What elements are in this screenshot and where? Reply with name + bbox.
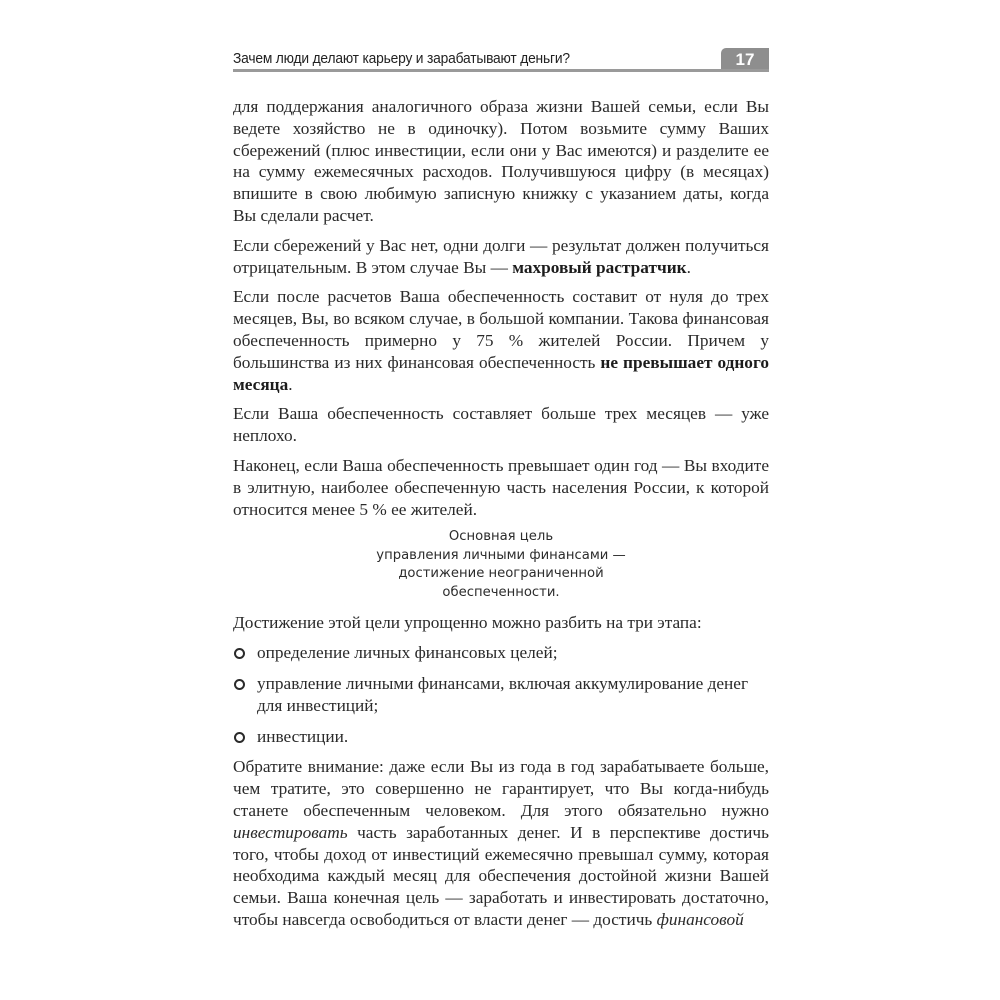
list-item [233, 673, 769, 717]
italic-term: финансовой [656, 909, 744, 929]
italic-term: инвестировать [233, 822, 348, 842]
callout-line: Основная цель [448, 529, 554, 545]
list-item [233, 726, 769, 748]
punctuation: . [288, 374, 293, 394]
paragraph-2 [233, 235, 769, 279]
circle-bullet-icon [234, 732, 245, 743]
list-item [233, 642, 769, 664]
paragraph-1: для поддержания аналогичного образа жизни Вашей семьи, если Вы ведете хозяйство не в одиночку). Потом возьмите сумму Ваших сбережений (плюс инвестиции, если они у Вас имеются) и разделите ее на сумму ежемесячных расходов. Получившуюся цифру (в месяцах) впишите в свою любимую записную книжку с указанием даты, когда Вы сделали расчет. [233, 97, 769, 225]
circle-bullet-icon [234, 679, 245, 690]
paragraph-3 [233, 286, 769, 395]
stages-intro: Достижение этой цели упрощенно можно разбить на три этапа: [233, 613, 702, 633]
running-header [233, 44, 769, 74]
paragraph-4: Если Ваша обеспеченность составляет больше трех месяцев — уже неплохо. [233, 404, 769, 446]
paragraph-text: часть заработанных денег. И в перспективе достичь того, чтобы доход от инвестиций ежемесячно превышал сумму, которая необходима каждый месяц для обеспечения достойной жизни Вашей семьи. Ваша конечная цель — заработать и инвестировать достаточно, чтобы навсегда освободиться от власти денег — достичь [233, 822, 769, 929]
list-item-text: инвестиции. [257, 726, 349, 746]
punctuation: . [686, 257, 691, 277]
running-title: Зачем люди делают карьеру и зарабатывают деньги? [233, 50, 570, 67]
list-item-text: определение личных финансовых целей; [257, 643, 558, 663]
closing-paragraph [233, 756, 769, 930]
bold-term: махровый растратчик [512, 257, 687, 277]
paragraph-5: Наконец, если Ваша обеспеченность превышает один год — Вы входите в элитную, наиболее обеспеченную часть населения России, к которой относится менее 5 % ее жителей. [233, 455, 769, 519]
circle-bullet-icon [234, 648, 245, 659]
paragraph-text: Если сбережений у Вас нет, одни долги — результат должен получиться отрицательным. В этом случае Вы — [233, 235, 769, 277]
book-page [233, 44, 769, 929]
page-body [233, 96, 769, 939]
callout-box [233, 528, 769, 602]
stages-list [233, 642, 769, 747]
paragraph-text: Обратите внимание: даже если Вы из года в год зарабатываете больше, чем тратите, это совершенно не гарантирует, что Вы когда-нибудь станете обеспеченным человеком. Для этого обязательно нужно [233, 757, 769, 820]
callout-line: обеспеченности. [442, 584, 560, 600]
callout-line: достижение неограниченной [398, 566, 604, 582]
paragraph-text: Если после расчетов Ваша обеспеченность составит от нуля до трех месяцев, Вы, во всяком случае, в большой компании. Такова финансовая обеспеченность примерно у 75 % жителей России. Причем у большинства из них финансовая обеспеченность [233, 287, 769, 372]
list-item-text: управление личными финансами, включая аккумулирование денег для инвестиций; [257, 673, 749, 715]
page-number: 17 [721, 48, 769, 72]
bold-term: не превышает одного месяца [233, 352, 769, 394]
callout-line: управления личными финансами — [376, 547, 626, 563]
header-rule [233, 69, 769, 72]
